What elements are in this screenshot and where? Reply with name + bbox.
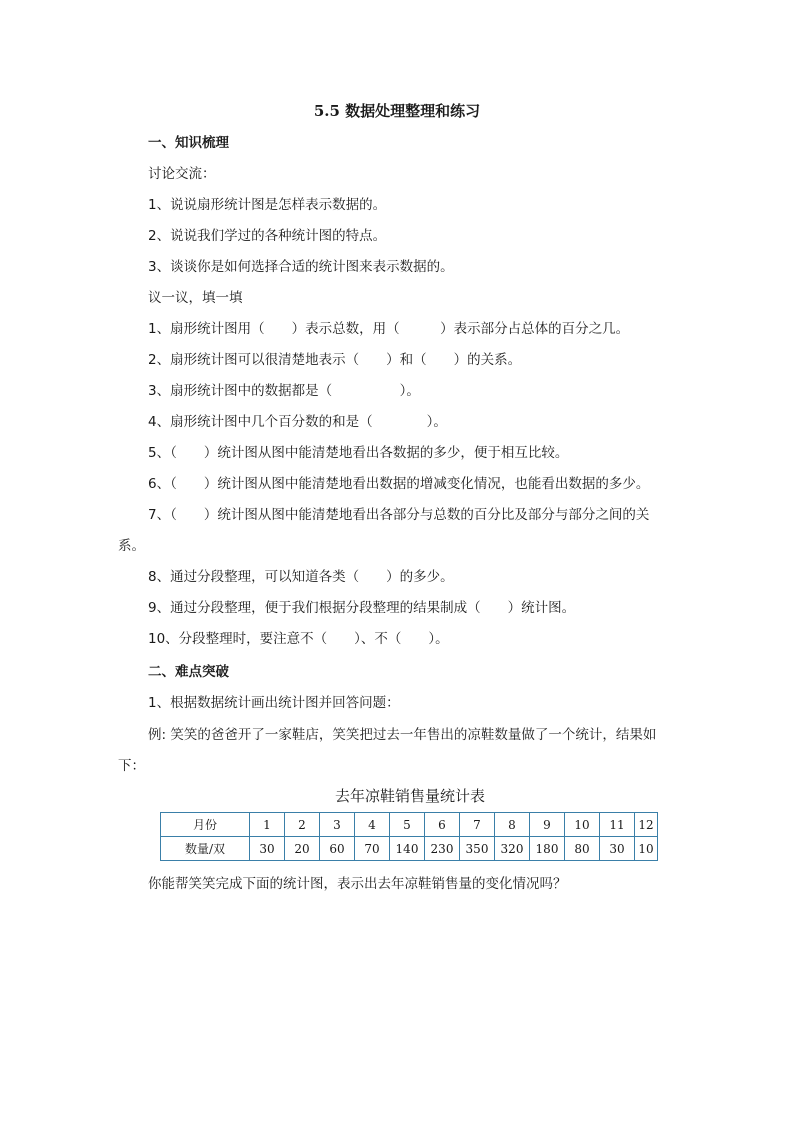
table-cell: 9 [530, 813, 565, 837]
example-text: 例: 笑笑的爸爸开了一家鞋店，笑笑把过去一年售出的凉鞋数量做了一个统计，结果如 [148, 727, 657, 743]
table-cell: 1 [250, 813, 285, 837]
question-text: 你能帮笑笑完成下面的统计图，表示出去年凉鞋销售量的变化情况吗？ [148, 876, 567, 892]
table-cell: 5 [390, 813, 425, 837]
table-cell: 12 [635, 813, 658, 837]
row-header-quantity: 数量/双 [161, 837, 250, 861]
row-header-month: 月份 [161, 813, 250, 837]
table-title: 去年凉鞋销售量统计表 [334, 787, 485, 805]
discussion-item: 3、谈谈你是如何选择合适的统计图来表示数据的。 [148, 259, 454, 275]
fill-item: 2、扇形统计图可以很清楚地表示（ ）和（ ）的关系。 [148, 352, 522, 368]
table-cell: 10 [635, 837, 658, 861]
discussion-item: 2、说说我们学过的各种统计图的特点。 [148, 228, 387, 244]
table-cell: 30 [600, 837, 635, 861]
table-row-quantities [161, 837, 658, 861]
table-cell: 230 [425, 837, 460, 861]
table-row-months [161, 813, 658, 837]
table-cell: 2 [285, 813, 320, 837]
table-cell: 20 [285, 837, 320, 861]
table-cell: 7 [460, 813, 495, 837]
section-heading-knowledge: 一、知识梳理 [148, 135, 229, 151]
question-1: 1、根据数据统计画出统计图并回答问题： [148, 695, 400, 711]
table-cell: 320 [495, 837, 530, 861]
fill-item: 9、通过分段整理，便于我们根据分段整理的结果制成（ ）统计图。 [148, 600, 576, 616]
fill-item: 1、扇形统计图用（ ）表示总数，用（ ）表示部分占总体的百分之几。 [148, 321, 630, 337]
fill-item: 3、扇形统计图中的数据都是（ ）。 [148, 383, 420, 399]
fill-item: 4、扇形统计图中几个百分数的和是（ ）。 [148, 414, 447, 430]
table-cell: 350 [460, 837, 495, 861]
discussion-label: 讨论交流： [148, 166, 216, 182]
fill-item: 10、分段整理时，要注意不（ ）、不（ ）。 [148, 631, 449, 647]
fill-item: 6、（ ）统计图从图中能清楚地看出数据的增减变化情况，也能看出数据的多少。 [148, 476, 650, 492]
page-title: 5.5 数据处理整理和练习 [313, 102, 481, 120]
fill-item-continuation: 系。 [118, 538, 145, 554]
fill-item: 7、（ ）统计图从图中能清楚地看出各部分与总数的百分比及部分与部分之间的关 [148, 507, 650, 523]
section-heading-difficulty: 二、难点突破 [148, 664, 229, 680]
fill-label: 议一议，填一填 [148, 290, 243, 306]
fill-item: 5、（ ）统计图从图中能清楚地看出各数据的多少，便于相互比较。 [148, 445, 569, 461]
table-cell: 30 [250, 837, 285, 861]
table-cell: 60 [320, 837, 355, 861]
table-cell: 6 [425, 813, 460, 837]
table-cell: 80 [565, 837, 600, 861]
table-cell: 10 [565, 813, 600, 837]
table-cell: 4 [355, 813, 390, 837]
fill-item: 8、通过分段整理，可以知道各类（ ）的多少。 [148, 569, 454, 585]
table-cell: 3 [320, 813, 355, 837]
sales-table [160, 812, 658, 861]
example-text-continuation: 下： [118, 758, 145, 774]
table-cell: 11 [600, 813, 635, 837]
table-cell: 180 [530, 837, 565, 861]
discussion-item: 1、说说扇形统计图是怎样表示数据的。 [148, 197, 387, 213]
table-cell: 8 [495, 813, 530, 837]
table-cell: 140 [390, 837, 425, 861]
table-cell: 70 [355, 837, 390, 861]
